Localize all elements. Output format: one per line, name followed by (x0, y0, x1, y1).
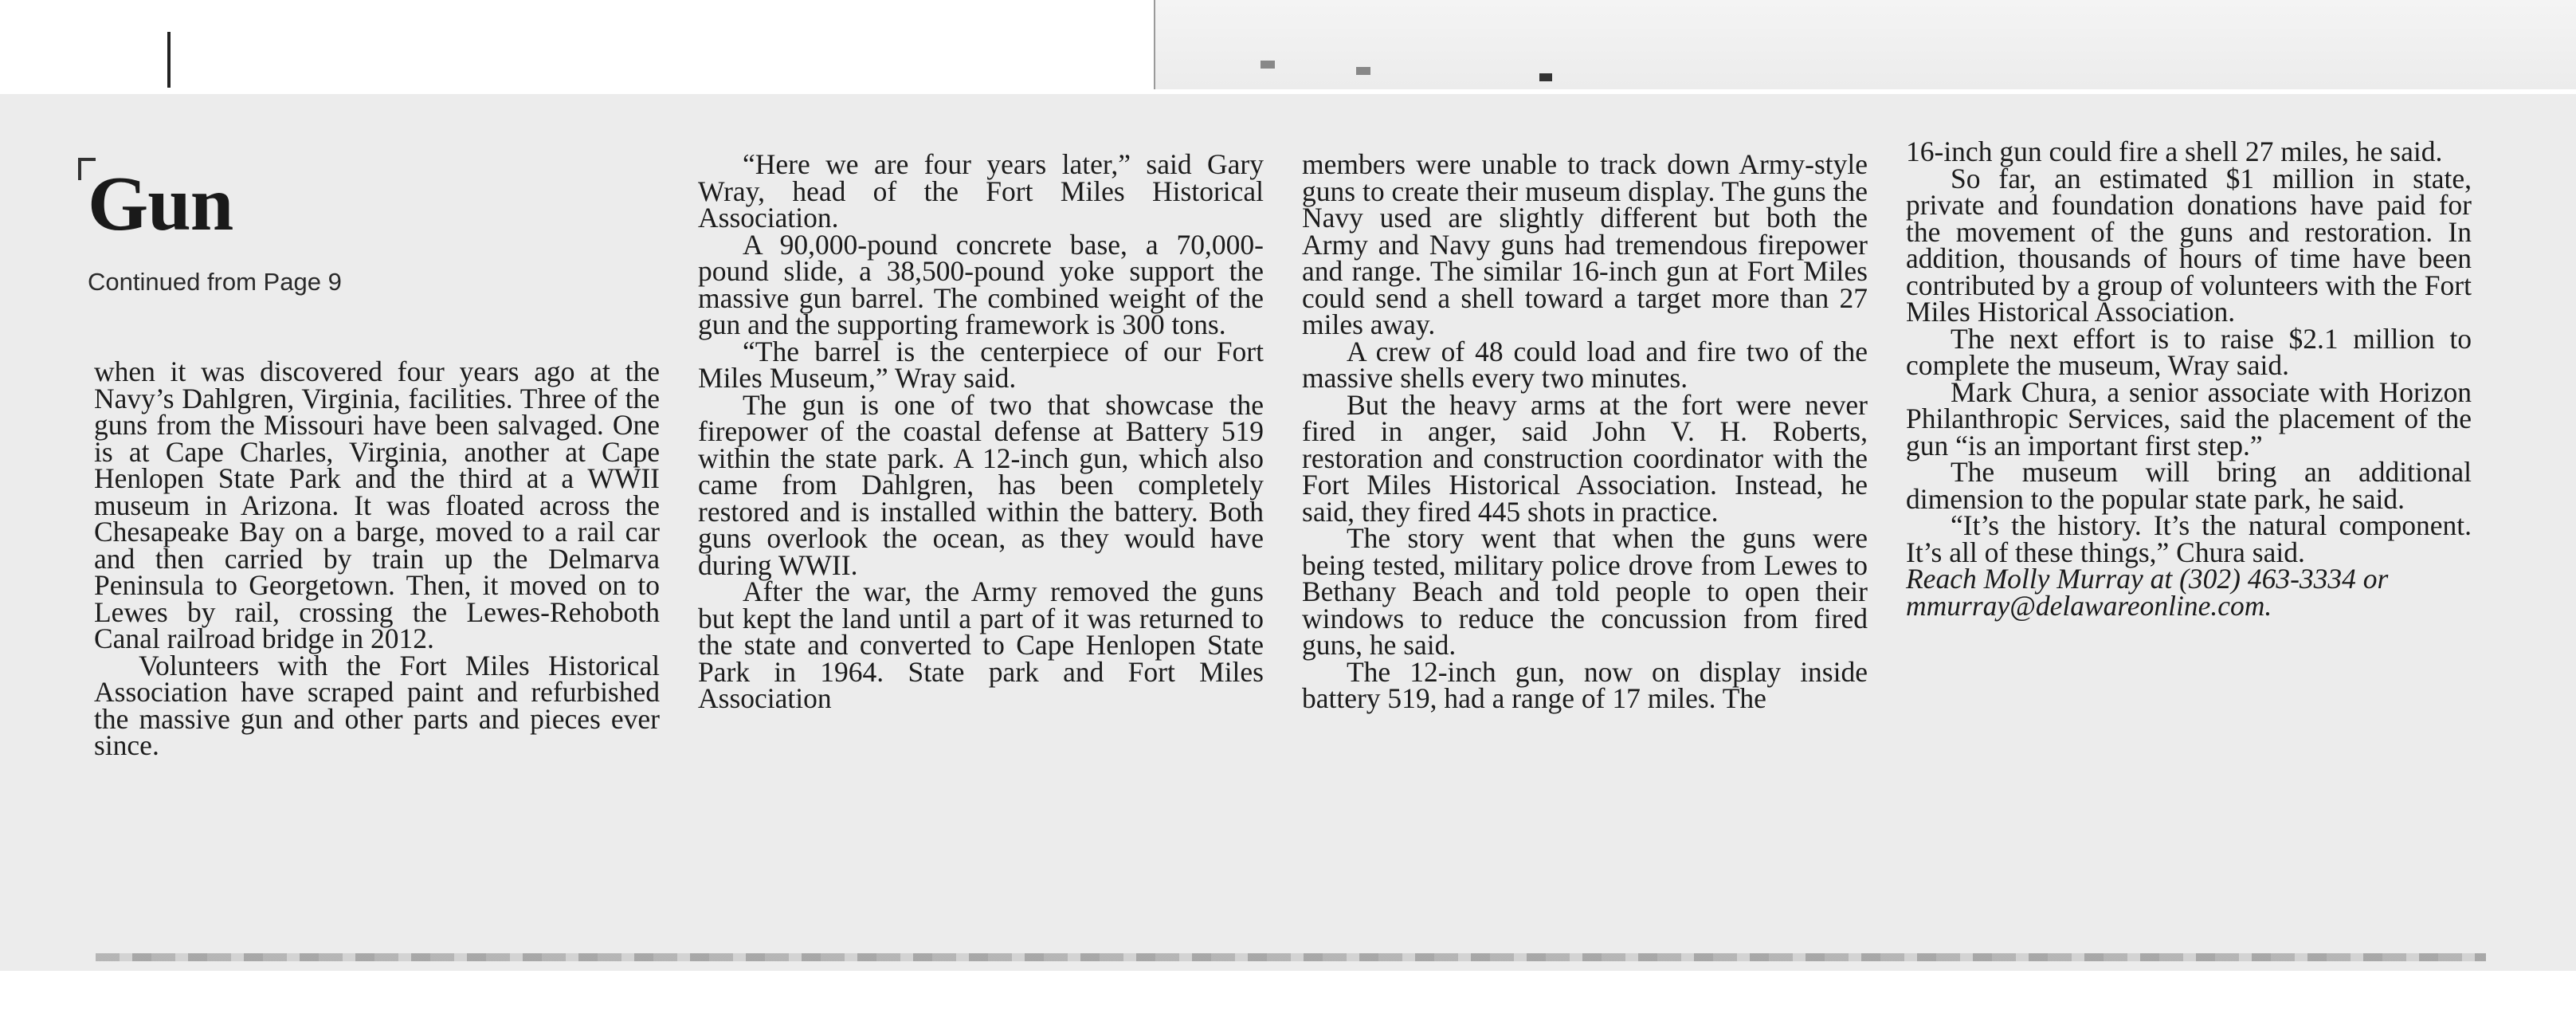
paragraph: The gun is one of two that showcase the firepower of the coastal defense at Battery 519 within the state park. A 12-inch gun, which also came from Dahlgren, has been completely restored and is installed within the battery. Both guns overlook the ocean, as they would have during WWII. (698, 388, 1264, 581)
article-column-3 (1302, 148, 1868, 714)
paragraph: After the war, the Army removed the guns but kept the land until a part of it was returned to the state and converted to Cape Henlopen State Park in 1964. State park and Fort Miles Association (698, 575, 1264, 714)
scan-tick-mark (167, 32, 171, 88)
paragraph: “Here we are four years later,” said Gary Wray, head of the Fort Miles Historical Association. (698, 148, 1264, 234)
jump-line: Continued from Page 9 (88, 268, 342, 296)
paragraph: Volunteers with the Fort Miles Historical Association have scraped paint and refurbished the massive gun and other parts and pieces ever since. (94, 649, 660, 761)
scan-bottom-edge (96, 953, 2486, 961)
scan-top-strip (1154, 0, 2576, 89)
scan-speck (1539, 73, 1552, 81)
article-column-1 (94, 355, 660, 761)
paragraph: when it was discovered four years ago at the Navy’s Dahlgren, Virginia, facilities. Three of the guns from the Missouri have been salvaged. One is at Cape Charles, Virginia, another at Cape Henlopen State Park and the third at a WWII museum in Arizona. It was floated across the Chesapeake Bay on a barge, moved to a rail car and then carried by train up the Delmarva Peninsula to Georgetown. Then, it moved on to Lewes by rail, crossing the Lewes-Rehoboth Canal railroad bridge in 2012. (94, 355, 660, 654)
paragraph: Mark Chura, a senior associate with Horizon Philanthropic Services, said the placement of the gun “is an important first step.” (1906, 375, 2472, 461)
article-column-2 (698, 148, 1264, 714)
paragraph: “It’s the history. It’s the natural component. It’s all of these things,” Chura said. (1906, 509, 2472, 568)
paragraph: 16-inch gun could fire a shell 27 miles, he said. (1906, 135, 2443, 167)
scan-speck (1261, 61, 1275, 69)
headline: Gun (88, 161, 233, 247)
paragraph: The story went that when the guns were being tested, military police drove from Lewes to Bethany Beach and told people to open their windows to reduce the concussion from fired guns, he said. (1302, 522, 1868, 661)
paragraph: The next effort is to raise $2.1 million to complete the museum, Wray said. (1906, 322, 2472, 381)
article-column-4 (1906, 135, 2472, 622)
paragraph: A crew of 48 could load and fire two of the massive shells every two minutes. (1302, 335, 1868, 394)
paragraph: A 90,000-pound concrete base, a 70,000-pound slide, a 38,500-pound yoke support the massive gun barrel. The combined weight of the gun and the supporting framework is 300 tons. (698, 228, 1264, 340)
paragraph: members were unable to track down Army-style guns to create their museum display. The guns the Navy used are slightly different but both the Army and Navy guns had tremendous firepower and range. The similar 16-inch gun at Fort Miles could send a shell toward a target more than 27 miles away. (1302, 148, 1868, 340)
paragraph: “The barrel is the centerpiece of our Fort Miles Museum,” Wray said. (698, 335, 1264, 394)
paragraph: But the heavy arms at the fort were never fired in anger, said John V. H. Roberts, restoration and construction coordinator with the Fort Miles Historical Association. Instead, he said, they fired 445 shots in practice. (1302, 388, 1868, 528)
paragraph: The 12-inch gun, now on display inside battery 519, had a range of 17 miles. The (1302, 655, 1868, 714)
paragraph: The museum will bring an additional dimension to the popular state park, he said. (1906, 456, 2472, 515)
author-signoff: Reach Molly Murray at (302) 463-3334 or mmurray@delawareonline.com. (1906, 563, 2389, 622)
paragraph: So far, an estimated $1 million in state, private and foundation donations have paid for the movement of the guns and restoration. In addition, thousands of hours of time have been contributed by a group of volunteers with the Fort Miles Historical Association. (1906, 162, 2472, 328)
scan-speck (1356, 67, 1370, 75)
